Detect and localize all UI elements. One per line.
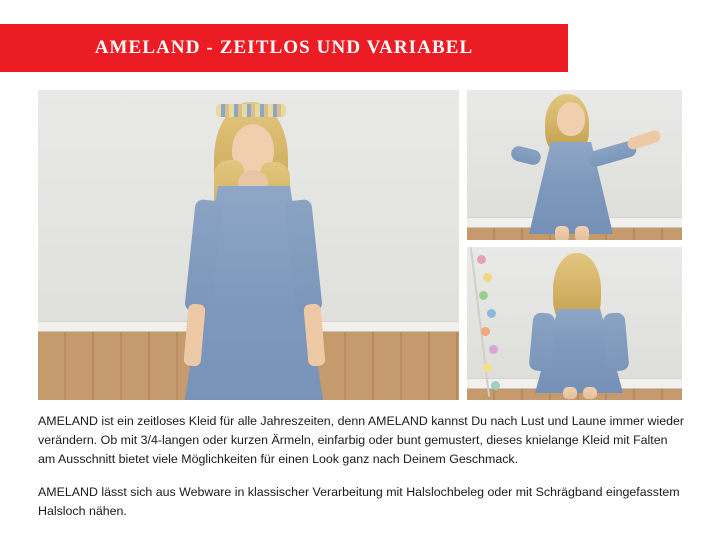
garland-bead bbox=[487, 309, 496, 318]
description-text bbox=[38, 412, 686, 521]
garland-bead bbox=[483, 363, 492, 372]
garland-bead bbox=[479, 291, 488, 300]
image-gallery bbox=[38, 90, 682, 400]
garland-bead bbox=[491, 381, 500, 390]
main-product-photo[interactable] bbox=[38, 90, 459, 400]
paragraph-2: AMELAND lässt sich aus Webware in klassischer Verarbeitung mit Halslochbeleg oder mit Schrägband eingefasstem Halsloch nähen. bbox=[38, 485, 680, 518]
photo-scene-back bbox=[467, 247, 682, 400]
leg-right bbox=[575, 226, 589, 240]
header-banner bbox=[0, 24, 568, 72]
garland-bead bbox=[481, 327, 490, 336]
head-shape bbox=[557, 102, 585, 136]
garland-bead bbox=[477, 255, 486, 264]
leg-left bbox=[563, 387, 577, 399]
photo-scene-front bbox=[38, 90, 459, 400]
photo-scene-side bbox=[467, 90, 682, 240]
side-photo-back-view[interactable] bbox=[467, 247, 682, 400]
garland-bead bbox=[483, 273, 492, 282]
paragraph-1: AMELAND ist ein zeitloses Kleid für alle Jahreszeiten, denn AMELAND kannst Du nach Lust und Laune immer wieder verändern. Ob mit 3/4-langen oder kurzen Ärmeln, einfarbig oder bunt gemustert, dieses knielange Kleid mit Falten am Ausschnitt bietet viele Möglichkeiten für einen Look ganz nach Deinem Geschmack. bbox=[38, 414, 685, 466]
headband-shape bbox=[216, 104, 286, 117]
page-title: AMELAND - ZEITLOS UND VARIABEL bbox=[94, 37, 474, 58]
side-photo-arms-out[interactable] bbox=[467, 90, 682, 240]
leg-right bbox=[583, 387, 597, 399]
garland-bead bbox=[489, 345, 498, 354]
leg-left bbox=[555, 226, 569, 240]
